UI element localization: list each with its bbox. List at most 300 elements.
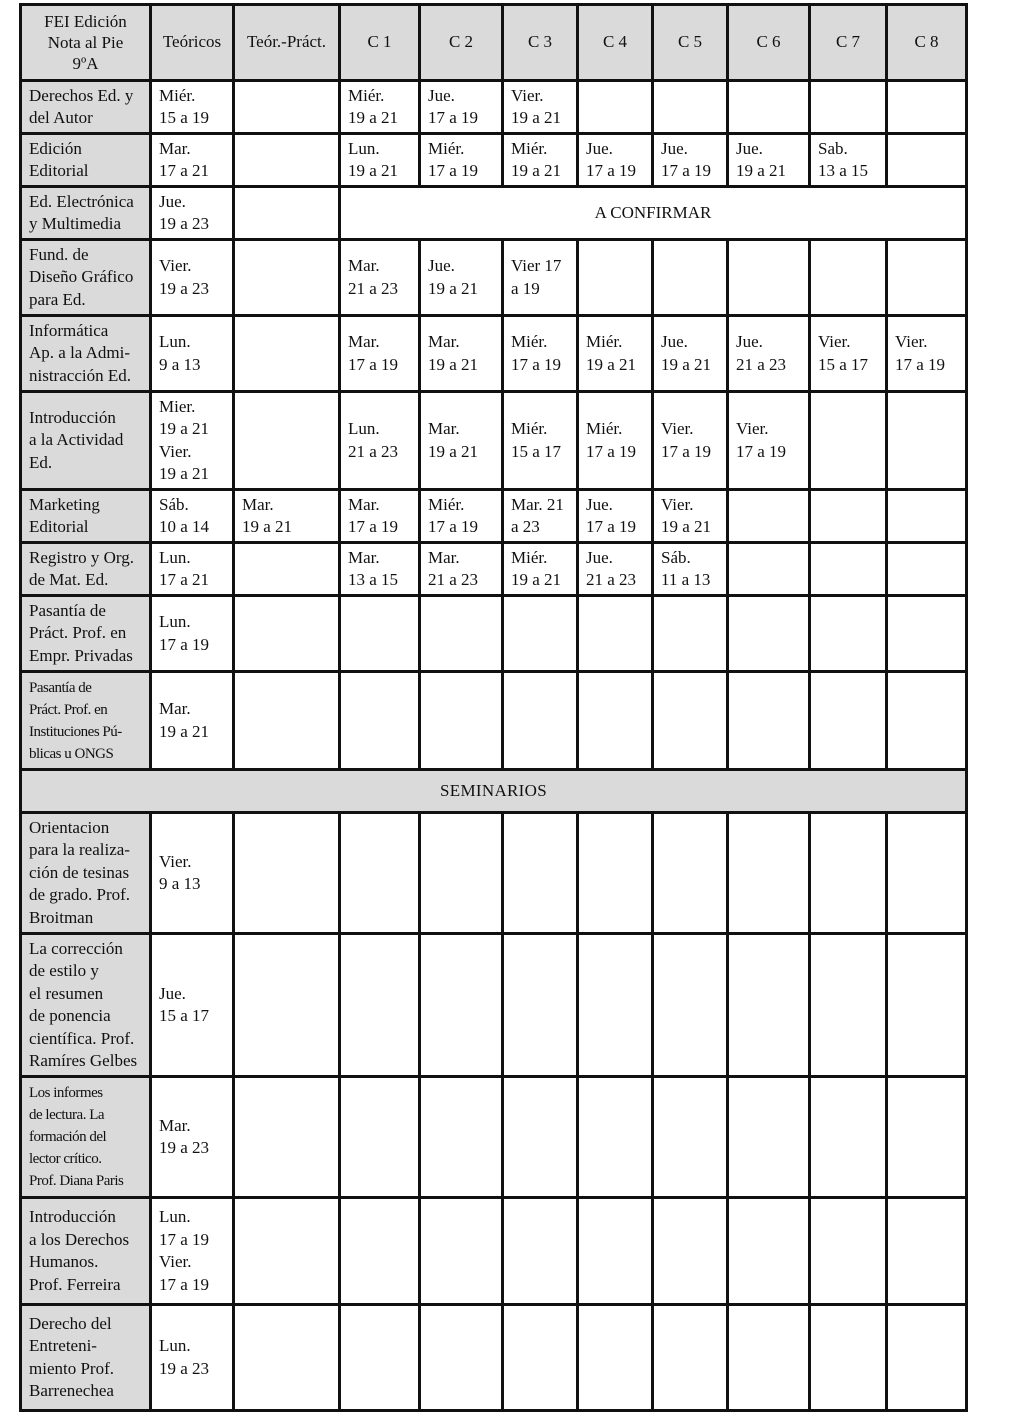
cell-line: 17 a 19: [428, 108, 479, 127]
cell-line: Jue.: [159, 983, 186, 1003]
cell-line: 9 a 13: [159, 874, 201, 893]
col-header-c6: C 6: [728, 5, 810, 81]
schedule-cell: [234, 490, 340, 543]
schedule-cell: [728, 316, 810, 392]
cell-line: 15 a 17: [159, 1006, 210, 1025]
table-row: [21, 134, 967, 187]
schedule-cell: [503, 392, 578, 490]
schedule-cell: [151, 596, 234, 672]
schedule-cell: [887, 1198, 967, 1305]
schedule-cell: [503, 543, 578, 596]
schedule-cell: [503, 672, 578, 770]
schedule-cell: [151, 813, 234, 934]
table-row: [21, 240, 967, 316]
cell-line: Vier.: [159, 851, 192, 871]
cell-line: Miér.: [159, 85, 196, 105]
table-row: [21, 672, 967, 770]
cell-line: 19 a 21: [661, 517, 712, 536]
schedule-cell: [234, 934, 340, 1077]
schedule-cell: [653, 672, 728, 770]
schedule-cell: [578, 813, 653, 934]
cell-line: Mar.: [428, 332, 460, 351]
schedule-cell: [420, 596, 503, 672]
corner-header: [21, 5, 151, 81]
table-row: [21, 934, 967, 1077]
schedule-cell: [728, 813, 810, 934]
cell-line: 21 a 23: [428, 570, 479, 589]
schedule-cell: [151, 1305, 234, 1411]
cell-line: 19 a 21: [242, 517, 293, 536]
schedule-cell: [810, 543, 887, 596]
schedule-cell: [810, 934, 887, 1077]
cell-line: 9 a 13: [159, 354, 201, 374]
subject-line: Ed. Electrónica: [29, 191, 134, 211]
col-header-teor-pract: Teór.-Práct.: [234, 5, 340, 81]
schedule-cell: [578, 490, 653, 543]
cell-line: Vier.: [661, 419, 694, 438]
cell-line: Vier.: [736, 419, 769, 438]
schedule-cell: [420, 81, 503, 134]
cell-line: Lun.: [159, 547, 191, 567]
schedule-cell: [340, 316, 420, 392]
schedule-cell: [420, 1198, 503, 1305]
schedule-cell: [578, 240, 653, 316]
subject-line: Humanos.: [29, 1252, 99, 1271]
schedule-body: [21, 81, 967, 1411]
schedule-cell: [653, 316, 728, 392]
schedule-cell: [728, 490, 810, 543]
schedule-cell: [887, 392, 967, 490]
subject-line: para Ed.: [29, 289, 86, 309]
schedule-cell: [234, 392, 340, 490]
cell-line: 19 a 23: [159, 1358, 210, 1378]
schedule-cell: [810, 1305, 887, 1411]
cell-line: 11 a 13: [661, 570, 711, 589]
cell-line: 19 a 21: [428, 278, 479, 298]
seminars-row: [21, 770, 967, 813]
schedule-cell: [420, 934, 503, 1077]
cell-line: 17 a 19: [661, 161, 712, 180]
schedule-cell: [653, 1305, 728, 1411]
cell-line: Mier.: [159, 396, 196, 416]
schedule-cell: [887, 240, 967, 316]
schedule-cell: [234, 240, 340, 316]
subject-line: Diseño Gráfico: [29, 267, 134, 287]
col-header-c5: C 5: [653, 5, 728, 81]
schedule-cell: [578, 543, 653, 596]
schedule-cell: [340, 81, 420, 134]
schedule-cell: [340, 134, 420, 187]
subject-line: Registro y Org.: [29, 547, 134, 567]
schedule-cell: [340, 392, 420, 490]
cell-line: 19 a 23: [159, 278, 210, 298]
cell-line: Jue.: [159, 191, 186, 211]
cell-line: 13 a 15: [818, 161, 869, 180]
schedule-cell: [887, 672, 967, 770]
subject-cell: [21, 316, 151, 392]
cell-line: 19 a 21: [736, 161, 787, 180]
cell-line: Lun.: [159, 332, 191, 351]
col-header-teoricos: Teóricos: [151, 5, 234, 81]
subject-cell: [21, 813, 151, 934]
cell-line: 17 a 19: [348, 517, 399, 536]
schedule-cell: [728, 543, 810, 596]
subject-cell: [21, 187, 151, 240]
subject-cell: [21, 672, 151, 770]
cell-line: Miér.: [511, 547, 548, 567]
schedule-cell: [234, 316, 340, 392]
cell-line: Vier.: [159, 256, 192, 275]
subject-line: Editorial: [29, 517, 89, 536]
cell-line: Vier 17: [511, 256, 562, 275]
table-row: [21, 490, 967, 543]
schedule-cell: [810, 240, 887, 316]
schedule-cell: [728, 596, 810, 672]
schedule-cell: [503, 1077, 578, 1198]
schedule-cell: [810, 672, 887, 770]
schedule-cell: [887, 596, 967, 672]
cell-line: 15 a 17: [511, 441, 562, 461]
cell-line: 15 a 17: [818, 354, 869, 374]
schedule-cell: [887, 1077, 967, 1198]
schedule-cell: [420, 543, 503, 596]
cell-line: 17 a 19: [428, 161, 479, 180]
cell-line: Vier.: [159, 441, 192, 461]
schedule-cell: [420, 240, 503, 316]
schedule-cell: [578, 934, 653, 1077]
cell-line: Miér.: [586, 419, 623, 438]
subject-cell: [21, 1305, 151, 1411]
schedule-cell: [810, 490, 887, 543]
cell-line: 19 a 23: [159, 214, 210, 233]
table-row: [21, 1305, 967, 1411]
schedule-cell: [728, 672, 810, 770]
cell-line: Lun.: [159, 612, 191, 631]
schedule-cell: [887, 1305, 967, 1411]
col-header-c1: C 1: [340, 5, 420, 81]
subject-line: miento Prof.: [29, 1358, 114, 1378]
cell-line: Jue.: [428, 256, 455, 275]
subject-line: Fund. de: [29, 244, 89, 264]
schedule-cell: [234, 672, 340, 770]
schedule-cell: [340, 596, 420, 672]
table-row: [21, 596, 967, 672]
schedule-cell: [728, 1305, 810, 1411]
subject-line: formación del: [29, 1129, 107, 1145]
cell-line: Lun.: [159, 1207, 191, 1226]
subject-line: Orientacion: [29, 817, 110, 837]
schedule-cell: [810, 392, 887, 490]
schedule-cell: [340, 1305, 420, 1411]
corner-line: FEI Edición: [44, 12, 127, 31]
schedule-cell: [503, 1198, 578, 1305]
schedule-cell: [810, 813, 887, 934]
subject-line: lector crítico.: [29, 1151, 102, 1167]
subject-line: a los Derechos: [29, 1229, 130, 1249]
cell-line: Mar.: [348, 256, 380, 275]
schedule-cell: [340, 490, 420, 543]
table-row: [21, 813, 967, 934]
cell-line: a 19: [511, 278, 540, 298]
seminars-title: SEMINARIOS: [21, 770, 967, 813]
cell-line: Jue.: [586, 494, 613, 514]
subject-line: Empr. Privadas: [29, 645, 133, 665]
cell-line: 19 a 21: [511, 108, 562, 127]
cell-line: 17 a 19: [586, 441, 637, 461]
cell-line: 19 a 21: [159, 419, 210, 438]
schedule-cell: [578, 1305, 653, 1411]
cell-line: Mar.: [348, 494, 380, 514]
subject-line: Práct. Prof. en: [29, 623, 127, 643]
subject-cell: [21, 1198, 151, 1305]
schedule-cell: [503, 490, 578, 543]
cell-line: Miér.: [348, 85, 385, 105]
cell-line: Miér.: [511, 332, 548, 351]
schedule-cell: [578, 1077, 653, 1198]
cell-line: 17 a 19: [661, 441, 712, 461]
cell-line: Mar.: [159, 1115, 191, 1135]
schedule-cell: [234, 187, 340, 240]
subject-line: del Autor: [29, 108, 93, 127]
cell-line: 17 a 19: [895, 354, 946, 374]
schedule-cell: [340, 543, 420, 596]
schedule-cell: [578, 81, 653, 134]
schedule-cell: [578, 316, 653, 392]
schedule-cell: [728, 392, 810, 490]
cell-line: 19 a 21: [348, 108, 399, 127]
cell-line: Mar.: [428, 419, 460, 438]
cell-line: Vier.: [818, 332, 851, 351]
schedule-cell: [578, 134, 653, 187]
subject-line: Ed.: [29, 452, 53, 472]
schedule-cell: [503, 934, 578, 1077]
subject-line: Ap. a la Admi-: [29, 343, 131, 363]
subject-line: de estilo y: [29, 961, 99, 980]
cell-line: Miér.: [428, 138, 465, 158]
schedule-cell: [653, 81, 728, 134]
subject-cell: [21, 240, 151, 316]
cell-line: Jue.: [736, 138, 763, 158]
cell-line: Sab.: [818, 138, 848, 158]
schedule-cell: [151, 316, 234, 392]
table-row: [21, 1077, 967, 1198]
schedule-cell: [151, 1077, 234, 1198]
schedule-cell: [503, 813, 578, 934]
schedule-cell: [653, 490, 728, 543]
cell-line: Jue.: [736, 332, 763, 351]
col-header-c8: C 8: [887, 5, 967, 81]
schedule-cell: [728, 934, 810, 1077]
schedule-cell: [503, 81, 578, 134]
corner-line: 9ºA: [72, 54, 99, 73]
cell-line: 17 a 19: [348, 354, 399, 374]
cell-line: 19 a 21: [428, 441, 479, 461]
to-confirm-cell: A CONFIRMAR: [340, 187, 967, 240]
cell-line: Mar.: [159, 138, 191, 158]
subject-line: Los informes: [29, 1085, 103, 1101]
schedule-cell: [503, 1305, 578, 1411]
schedule-cell: [420, 134, 503, 187]
cell-line: 17 a 21: [159, 570, 210, 589]
subject-line: Barrenechea: [29, 1381, 114, 1400]
schedule-cell: [340, 813, 420, 934]
subject-line: de ponencia: [29, 1006, 111, 1025]
subject-line: Ramíres Gelbes: [29, 1051, 138, 1070]
cell-line: Vier.: [895, 332, 928, 351]
schedule-cell: [810, 134, 887, 187]
schedule-cell: [653, 934, 728, 1077]
schedule-cell: [887, 316, 967, 392]
schedule-cell: [887, 490, 967, 543]
cell-line: Lun.: [159, 1336, 191, 1355]
cell-line: Miér.: [511, 419, 548, 438]
schedule-cell: [728, 134, 810, 187]
cell-line: 10 a 14: [159, 517, 210, 536]
cell-line: Miér.: [511, 138, 548, 158]
header-row: [21, 5, 967, 81]
subject-cell: [21, 490, 151, 543]
schedule-cell: [234, 813, 340, 934]
schedule-cell: [151, 934, 234, 1077]
cell-line: Miér.: [586, 332, 623, 351]
schedule-cell: [420, 316, 503, 392]
schedule-cell: [340, 672, 420, 770]
schedule-cell: [420, 1305, 503, 1411]
cell-line: Jue.: [661, 138, 688, 158]
schedule-cell: [653, 240, 728, 316]
cell-line: 19 a 21: [511, 161, 562, 180]
schedule-cell: [151, 81, 234, 134]
cell-line: Jue.: [586, 138, 613, 158]
schedule-cell: [340, 240, 420, 316]
cell-line: a 23: [511, 517, 540, 536]
cell-line: Vier.: [661, 494, 694, 514]
schedule-cell: [887, 543, 967, 596]
subject-line: a la Actividad: [29, 430, 124, 450]
schedule-cell: [728, 1198, 810, 1305]
cell-line: Sáb.: [661, 547, 691, 567]
cell-line: 19 a 21: [348, 161, 399, 180]
cell-line: 17 a 19: [428, 517, 479, 536]
schedule-cell: [578, 392, 653, 490]
schedule-cell: [234, 81, 340, 134]
cell-line: 17 a 19: [586, 517, 637, 536]
schedule-cell: [653, 813, 728, 934]
subject-cell: [21, 81, 151, 134]
subject-line: Marketing: [29, 494, 100, 514]
schedule-cell: [151, 1198, 234, 1305]
cell-line: Mar.: [159, 699, 191, 718]
schedule-cell: [728, 1077, 810, 1198]
schedule-cell: [578, 596, 653, 672]
subject-cell: [21, 134, 151, 187]
schedule-cell: [887, 81, 967, 134]
schedule-cell: [810, 316, 887, 392]
cell-line: Jue.: [428, 85, 455, 105]
cell-line: Mar.: [348, 547, 380, 567]
schedule-cell: [503, 134, 578, 187]
schedule-cell: [810, 1077, 887, 1198]
table-row: [21, 1198, 967, 1305]
schedule-cell: [653, 1198, 728, 1305]
cell-line: Mar.: [428, 547, 460, 567]
schedule-cell: [234, 134, 340, 187]
cell-line: Sáb.: [159, 494, 189, 514]
schedule-cell: [810, 596, 887, 672]
cell-line: Vier.: [159, 1252, 192, 1271]
schedule-cell: [653, 134, 728, 187]
cell-line: 19 a 21: [586, 354, 637, 374]
schedule-cell: [503, 596, 578, 672]
cell-line: 21 a 23: [586, 570, 637, 589]
cell-line: Mar.: [242, 494, 274, 514]
schedule-cell: [653, 1077, 728, 1198]
cell-line: 13 a 15: [348, 570, 399, 589]
subject-line: La corrección: [29, 938, 123, 958]
schedule-cell: [234, 596, 340, 672]
subject-cell: [21, 1077, 151, 1198]
cell-line: 17 a 21: [159, 161, 210, 180]
schedule-cell: [340, 1077, 420, 1198]
cell-line: 17 a 19: [586, 161, 637, 180]
schedule-cell: [653, 596, 728, 672]
cell-line: Jue.: [661, 332, 688, 351]
subject-line: Instituciones Pú-: [29, 723, 122, 740]
schedule-cell: [503, 240, 578, 316]
col-header-c7: C 7: [810, 5, 887, 81]
schedule-cell: [420, 672, 503, 770]
schedule-cell: [151, 392, 234, 490]
schedule-cell: [340, 1198, 420, 1305]
schedule-cell: [234, 1077, 340, 1198]
subject-line: Pasantía de: [29, 600, 106, 620]
schedule-cell: [810, 1198, 887, 1305]
cell-line: Lun.: [348, 419, 380, 438]
cell-line: Lun.: [348, 138, 380, 158]
cell-line: 19 a 21: [428, 354, 479, 374]
schedule-cell: [151, 187, 234, 240]
schedule-cell: [234, 1198, 340, 1305]
table-row: [21, 392, 967, 490]
subject-line: Editorial: [29, 161, 89, 180]
subject-line: Derechos Ed. y: [29, 85, 134, 105]
cell-line: 19 a 23: [159, 1138, 210, 1157]
schedule-cell: [887, 813, 967, 934]
subject-cell: [21, 392, 151, 490]
cell-line: Miér.: [428, 494, 465, 514]
schedule-cell: [420, 392, 503, 490]
cell-line: Jue.: [586, 547, 613, 567]
schedule-cell: [420, 813, 503, 934]
col-header-c2: C 2: [420, 5, 503, 81]
schedule-cell: [887, 134, 967, 187]
subject-line: nistracción Ed.: [29, 365, 131, 385]
schedule-cell: [151, 134, 234, 187]
subject-line: y Multimedia: [29, 214, 122, 233]
subject-line: Edición: [29, 138, 82, 158]
cell-line: 17 a 19: [159, 1229, 210, 1249]
col-header-c3: C 3: [503, 5, 578, 81]
cell-line: Vier.: [511, 85, 544, 105]
schedule-cell: [653, 392, 728, 490]
schedule-cell: [151, 490, 234, 543]
schedule-cell: [340, 934, 420, 1077]
subject-line: Práct. Prof. en: [29, 701, 108, 718]
subject-line: Informática: [29, 320, 109, 340]
schedule-cell: [578, 1198, 653, 1305]
schedule-cell: [151, 543, 234, 596]
subject-line: de lectura. La: [29, 1107, 105, 1123]
